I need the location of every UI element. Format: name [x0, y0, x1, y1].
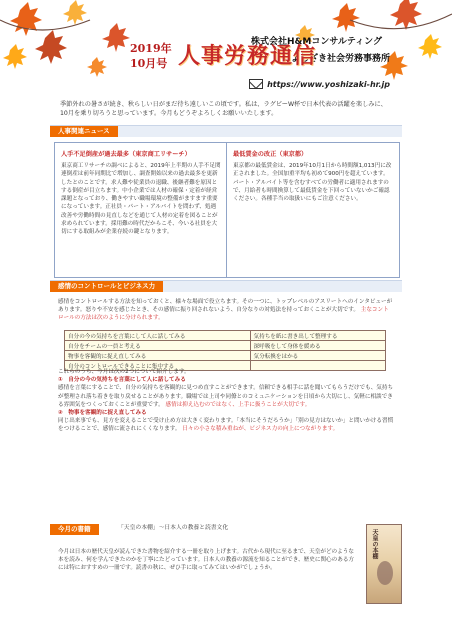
method-2-text [58, 417, 396, 433]
emotion-section-bar [50, 280, 402, 292]
news-right-box [226, 142, 400, 278]
table-cell: 気分転換をはかる [250, 351, 386, 361]
table-row [65, 351, 386, 361]
book-cover-title: 天皇の本棚 [371, 529, 378, 559]
issue-year: 2019年 [130, 42, 172, 55]
emotion-highlight: 主なコントロールの方法は次のように分けられます。 [58, 307, 389, 322]
mail-icon [249, 79, 263, 89]
issue-month: 10月号 [130, 57, 168, 70]
table-cell: 自分をチームの一員と考える [65, 341, 251, 351]
website-url[interactable] [249, 79, 390, 89]
table-cell: 自分の今の気持ちを言葉にして人に話してみる [65, 331, 251, 341]
intro-paragraph: 季節外れの暑さが続き、秋らしい日がまだ待ち遠しいこの頃です。私は、ラグビーW杯で日本代表の活躍を楽しみに、10月を乗り切ろうと思っています。今月もどうぞよろしくお願いいたします。 [60, 101, 387, 117]
method-2-highlight: 日々の小さな積み重ねが、ビジネス力の向上につながります。 [182, 426, 339, 433]
news-section-bar [50, 125, 402, 137]
url-text[interactable]: https://www.yoshizaki-hr.jp [267, 79, 390, 89]
method-1-heading: ① 自分の今の気持ちを言葉にして人に話してみる [58, 377, 186, 384]
table-cell: 深呼吸をして身体を緩める [250, 341, 386, 351]
book-cover-art [377, 561, 393, 585]
emotion-body [58, 368, 396, 434]
method-2-heading: ② 物事を客観的に捉え直してみる [58, 410, 147, 417]
emotion-paragraph-text: 感情をコントロールする方法を知っておくと、様々な場面で役立ちます。その一つに、トップレベルのアスリートへのインタビューがあります。怒りや不安を感じたとき、その感情に振り回されないよう、自分なりの対処法を持っておくことが大切です。 [58, 299, 393, 314]
emotion-paragraph [58, 298, 394, 323]
methods-table [64, 330, 386, 371]
book-description: 今月は日本の歴代天皇が読んできた書物を紹介する一冊を取り上げます。古代から現代に至るまで、天皇がどのような本を読み、何を学んできたのかを丁寧にたどっています。日本人の教養の源流を知ることができ、歴史に関心のある方には特におすすめの一冊です。読書の秋に、ぜひ手に取ってみてはいかがでしょうか。 [58, 549, 355, 572]
table-cell: 自分のコントロールできることに集中する [65, 361, 251, 371]
table-cell: 物事を客観的に捉え直してみる [65, 351, 251, 361]
table-row [65, 341, 386, 351]
method-1-highlight: 感情は抑え込むのではなく、上手に扱うことが大切です。 [165, 401, 311, 408]
news-section-tag: 人事関連ニュース [50, 126, 118, 137]
table-cell: 気持ちを紙に書き出して整理する [250, 331, 386, 341]
method-1-text [58, 384, 396, 409]
method-2-body: 同じ出来事でも、見方を変えることで受け止め方は大きく変わります。「本当にそうだろうか」「別の見方はないか」と問いかける習慣をつけることで、感情に流されにくくなります。 [58, 418, 394, 433]
newsletter-title: 人事労務通信 [178, 43, 317, 69]
news-left-box [54, 142, 228, 278]
news-right-text: 東京都の最低賃金は、2019年10月1日から時間額1,013円に改正されました。全国加重平均も初めて900円を超えています。パート・アルバイト等を含むすべての労働者に適用されますので、月給者も時間換算して最低賃金を下回っていないかご確認ください。各種手当の取扱いにもご注意ください。 [233, 163, 392, 203]
book-cover-image [366, 524, 402, 604]
table-row [65, 331, 386, 341]
news-right-title: 最低賃金の改正（東京都） [233, 151, 308, 158]
news-left-title: 人手不足倒産が過去最多（東京商工リサーチ） [61, 151, 191, 158]
news-left-text: 東京商工リサーチの調べによると、2019年上半期の人手不足関連倒産は前年同期比で増加し、調査開始以来の過去最多を更新したとのことです。求人難や従業員の退職、後継者難を原因とする倒産が目立ちます。中小企業では人材の確保・定着が経営課題となっており、働きやすい職場環境の整備がますます重要になっています。正社員・パート・アルバイトを問わず、処遇改善や労働時間の見直しなどを通じて人材の定着を図ることが求められています。採用難の時代だからこそ、今いる社員を大切にする取組みが企業存続の鍵となります。 [61, 163, 221, 236]
company-name: 株式会社H&Mコンサルティング [251, 37, 382, 47]
method-1-body: 感情を言葉にすることで、自分の気持ちを客観的に見つめ直すことができます。信頼できる相手に話を聞いてもらうだけでも、気持ちが整理され落ち着きを取り戻せることがあります。職場では上司や同僚とのコミュニケーションを日頃から大切にし、気軽に相談できる雰囲気をつくっておくことが重要です。 [58, 385, 394, 408]
book-heading: 「天皇の本棚」～日本人の教養と読書文化 [118, 525, 229, 531]
emotion-section-tag: 感情のコントロールとビジネス力 [50, 281, 163, 292]
book-section-tag: 今月の書籍 [50, 524, 99, 535]
office-name: よしざき社会労務事務所 [290, 54, 390, 64]
emotion-body-intro: これらのうち、今月は次の2つについて紹介します。 [58, 369, 190, 375]
